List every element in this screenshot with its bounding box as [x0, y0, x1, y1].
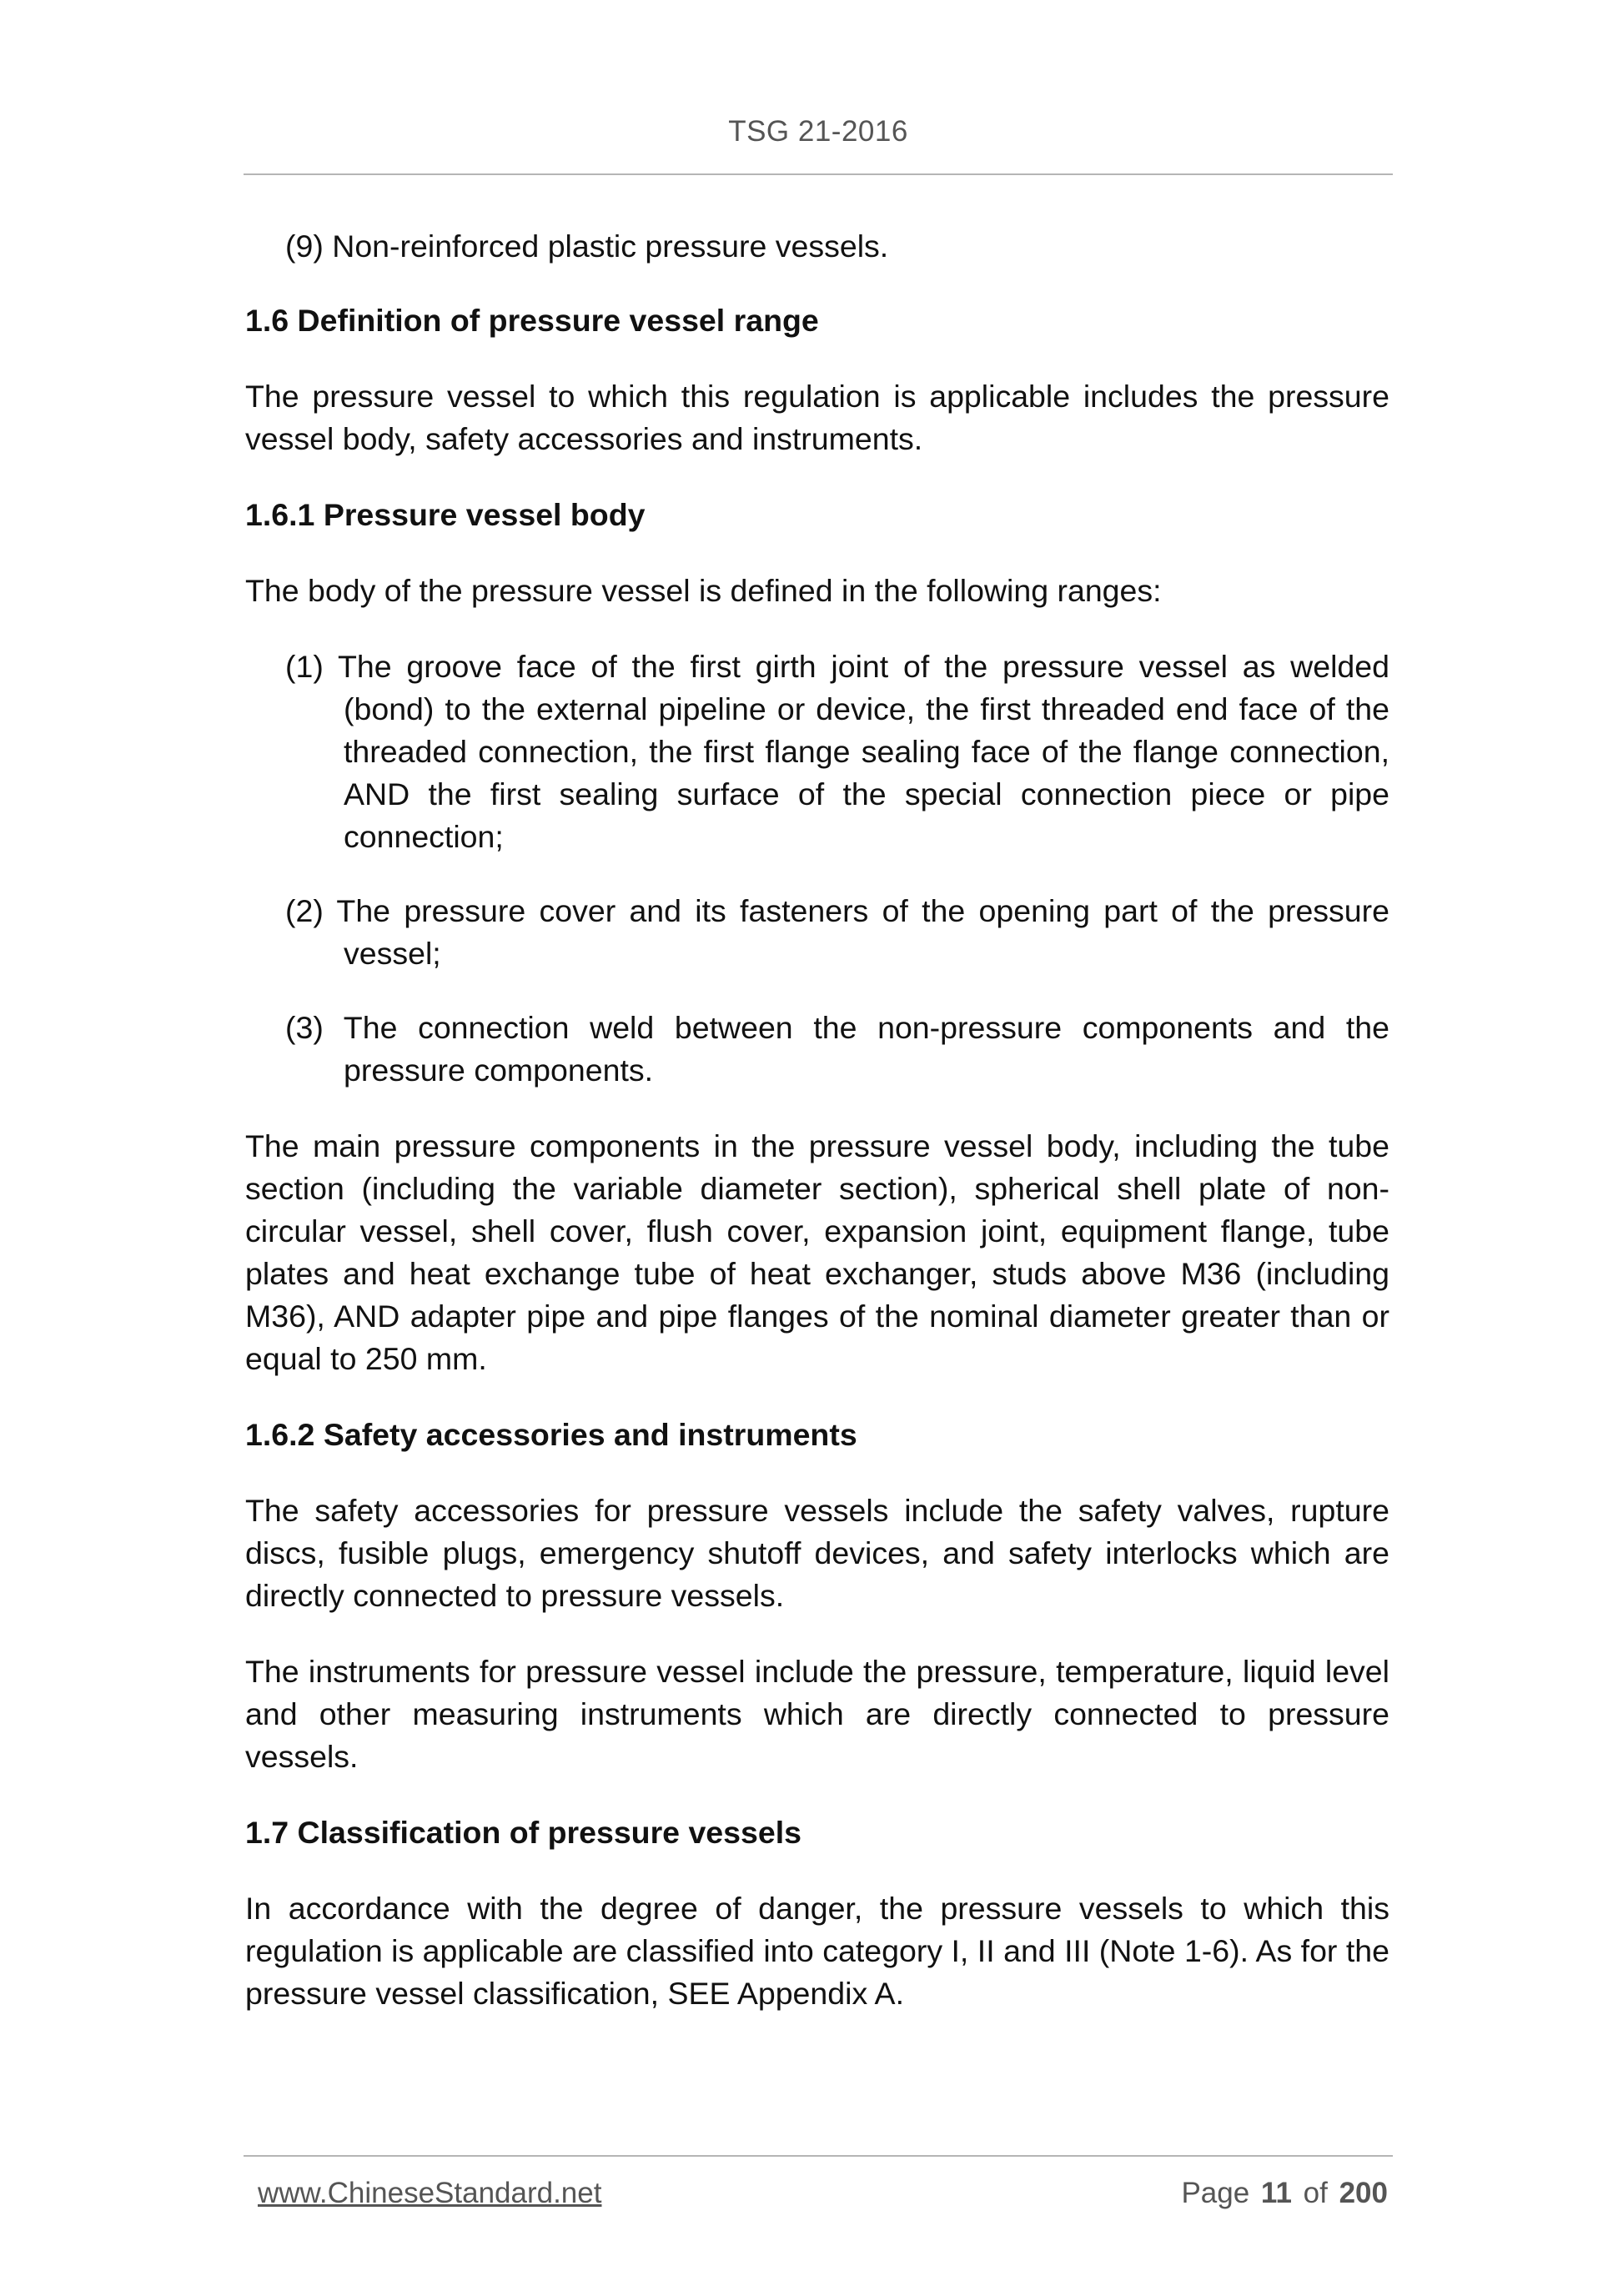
footer-divider — [244, 2155, 1393, 2157]
website-link[interactable]: www.ChineseStandard.net — [258, 2177, 602, 2209]
section-heading-1-6: 1.6 Definition of pressure vessel range — [245, 303, 819, 338]
list-item-9: (9) Non-reinforced plastic pressure vessels. — [285, 229, 889, 264]
page-label: Page — [1181, 2177, 1250, 2209]
section-heading-1-7: 1.7 Classification of pressure vessels — [245, 1815, 801, 1850]
section-1-6-paragraph: The pressure vessel to which this regulation is applicable includes the pressure vessel body, safety accessories and instruments. — [245, 379, 1389, 456]
page-body — [245, 225, 1389, 2048]
section-heading-1-6-2: 1.6.2 Safety accessories and instruments — [245, 1417, 857, 1452]
range-item-3: (3) The connection weld between the non-pressure components and the pressure components. — [285, 1010, 1389, 1088]
of-label: of — [1303, 2177, 1328, 2209]
document-header: TSG 21-2016 — [728, 115, 908, 148]
range-item-1: (1) The groove face of the first girth joint of the pressure vessel as welded (bond) to the external pipeline or device, the first threaded end face of the threaded connection, the first flange sealing face of the flange connection, AND the first sealing surface of the special connection piece or pipe connection; — [285, 649, 1389, 854]
section-1-6-2-paragraph-1: The safety accessories for pressure vessels include the safety valves, rupture discs, fusible plugs, emergency shutoff devices, and safety interlocks which are directly connected to pressure vessels. — [245, 1493, 1389, 1613]
range-item-2: (2) The pressure cover and its fasteners of the opening part of the pressure vessel; — [285, 893, 1389, 971]
header-divider — [244, 173, 1393, 175]
total-pages: 200 — [1339, 2177, 1388, 2209]
section-1-7-paragraph: In accordance with the degree of danger, the pressure vessels to which this regulation is applicable are classified into category I, II and III (Note 1-6). As for the pressure vessel classification, SEE Appendix A. — [245, 1891, 1389, 2011]
page-indicator — [1181, 2177, 1388, 2210]
section-1-6-1-intro: The body of the pressure vessel is defined in the following ranges: — [245, 573, 1162, 608]
section-1-6-1-paragraph: The main pressure components in the pressure vessel body, including the tube section (including the variable diameter section), spherical shell plate of non-circular vessel, shell cover, flush cover, expansion joint, equipment flange, tube plates and heat exchange tube of heat exchanger, studs above M36 (including M36), AND adapter pipe and pipe flanges of the nominal diameter greater than or equal to 250 mm. — [245, 1128, 1389, 1376]
section-1-6-2-paragraph-2: The instruments for pressure vessel include the pressure, temperature, liquid level and other measuring instruments which are directly connected to pressure vessels. — [245, 1654, 1389, 1774]
section-heading-1-6-1: 1.6.1 Pressure vessel body — [245, 497, 646, 532]
page-number: 11 — [1260, 2177, 1292, 2209]
